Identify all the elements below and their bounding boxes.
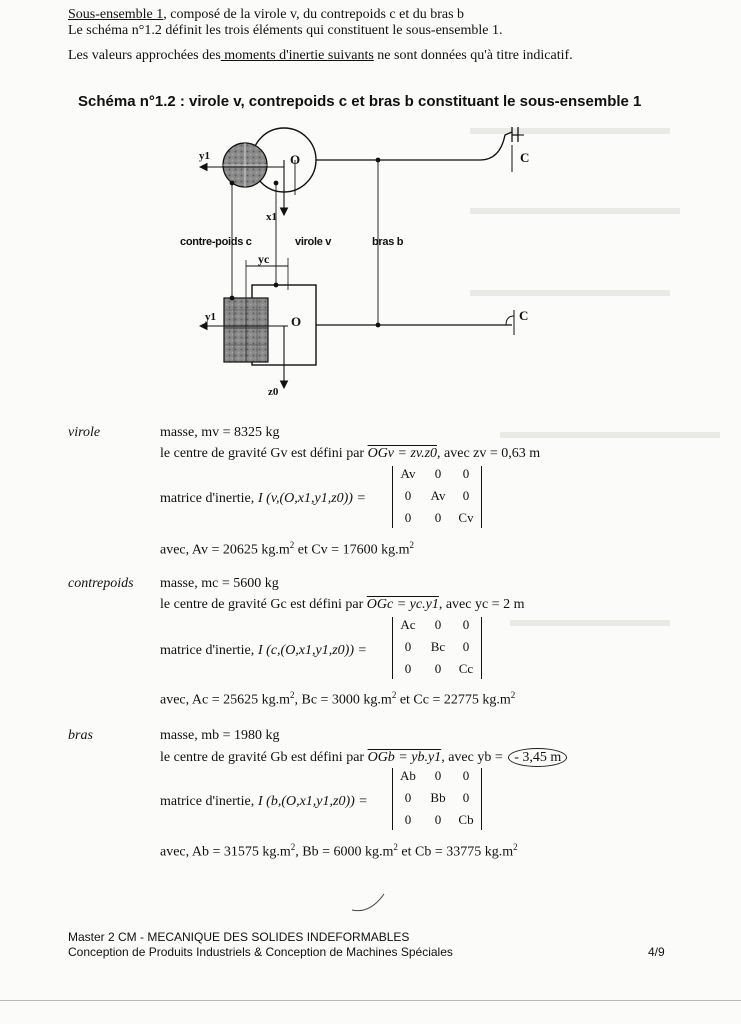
matrix-cell: 0: [434, 812, 442, 827]
matrix-cell: 0: [462, 466, 470, 481]
label-bras: bras b: [372, 236, 404, 248]
label-virole: virole v: [295, 236, 332, 248]
element-cg: le centre de gravité Gb est défini par OGb = yb.y1, avec yb = - 3,45 m: [160, 748, 567, 767]
element-name: contrepoids: [68, 576, 134, 591]
matrix-cell: 0: [434, 510, 442, 525]
footer-line-2: Conception de Produits Industriels & Conception de Machines Spéciales: [68, 945, 453, 959]
label-y1-bottom: y1: [205, 311, 216, 323]
label-z0: z0: [268, 386, 279, 398]
header-line-3: Les valeurs approchées des moments d'inertie suivants ne sont données qu'à titre indicatif.: [68, 48, 573, 63]
matrix-cell: Bb: [430, 790, 446, 805]
inertia-label: matrice d'inertie,: [160, 491, 255, 506]
matrix-cell: Ac: [400, 617, 416, 632]
bottom-rule: [0, 1000, 741, 1001]
side-view: [200, 258, 514, 388]
matrix-cell: 0: [404, 488, 412, 503]
matrix-cell: Ab: [400, 768, 416, 783]
inertia-label: matrice d'inertie,: [160, 643, 255, 658]
inertia-matrix: [392, 617, 482, 679]
matrix-cell: 0: [462, 768, 470, 783]
matrix-cell: 0: [404, 639, 412, 654]
label-o-top: O: [290, 152, 301, 167]
element-name: bras: [68, 728, 93, 743]
label-contrepoids: contre-poids c: [180, 236, 252, 248]
inertia-values: avec, Ac = 25625 $kg.m^2$, Bc = 3000 $kg.m^2$ et Cc = 22775 $kg.m^2$: [160, 690, 516, 708]
bleed-through: [510, 620, 670, 626]
matrix-cell: 0: [404, 812, 412, 827]
label-c-bottom: C: [519, 308, 529, 323]
matrix-cell: 0: [404, 790, 412, 805]
footer-line-1: Master 2 CM - MECANIQUE DES SOLIDES INDEFORMABLES: [68, 930, 410, 944]
matrix-cell: Cc: [458, 661, 474, 676]
matrix-cell: 0: [434, 661, 442, 676]
label-x1: x1: [266, 211, 277, 223]
element-cg: le centre de gravité Gc est défini par OGc = yc.y1, avec yc = 2 m: [160, 597, 525, 612]
bras-top-line: [316, 132, 512, 160]
element-mass: masse, mv = 8325 kg: [160, 425, 280, 440]
inertia-expr: I (b,(O,x1,y1,z0)) =: [258, 794, 368, 809]
matrix-cell: 0: [462, 488, 470, 503]
inertia-matrix: [392, 768, 482, 830]
subassembly-title: Sous-ensemble 1: [68, 7, 164, 22]
page-number: 4/9: [648, 945, 665, 959]
subassembly-desc: , composé de la virole v, du contrepoids c et du bras b: [163, 7, 465, 22]
inertia-expr: I (v,(O,x1,y1,z0)) =: [258, 491, 366, 506]
inertia-values: avec, Ab = 31575 $kg.m^2$, Bb = 6000 $kg.m^2$ et Cb = 33775 $kg.m^2$: [160, 842, 518, 860]
matrix-cell: 0: [434, 466, 442, 481]
matrix-cell: Bc: [430, 639, 446, 654]
bleed-through: [500, 432, 720, 438]
matrix-cell: 0: [462, 639, 470, 654]
matrix-cell: Cb: [458, 812, 474, 827]
matrix-cell: 0: [434, 768, 442, 783]
header-line-2: Le schéma n°1.2 définit les trois éléments qui constituent le sous-ensemble 1.: [68, 23, 503, 38]
label-o-bottom: O: [291, 314, 302, 329]
circled-value: - 3,45 m: [508, 748, 567, 767]
element-mass: masse, mb = 1980 kg: [160, 728, 280, 743]
element-mass: masse, mc = 5600 kg: [160, 576, 279, 591]
inertia-label: matrice d'inertie,: [160, 794, 255, 809]
schema-diagram: [0, 0, 741, 420]
matrix-cell: 0: [462, 790, 470, 805]
label-y1-top: y1: [199, 150, 210, 162]
inertia-values: avec, Av = 20625 $kg.m^2$ et Cv = 17600 $kg.m^2$: [160, 540, 414, 558]
inertia-expr: I (c,(O,x1,y1,z0)) =: [258, 643, 367, 658]
element-cg: le centre de gravité Gv est défini par OGv = zv.z0, avec zv = 0,63 m: [160, 446, 541, 461]
pen-mark: [350, 888, 390, 918]
matrix-cell: 0: [404, 510, 412, 525]
label-c-top: C: [520, 150, 530, 165]
schema-title: Schéma n°1.2 : virole v, contrepoids c et bras b constituant le sous-ensemble 1: [78, 93, 642, 110]
inertia-matrix: [392, 466, 482, 528]
matrix-cell: 0: [434, 617, 442, 632]
matrix-cell: Av: [400, 466, 416, 481]
matrix-cell: Cv: [458, 510, 474, 525]
matrix-cell: Av: [430, 488, 446, 503]
label-yc: yc: [258, 252, 270, 266]
element-name: virole: [68, 425, 101, 440]
matrix-cell: 0: [404, 661, 412, 676]
top-view: [200, 127, 524, 215]
matrix-cell: 0: [462, 617, 470, 632]
